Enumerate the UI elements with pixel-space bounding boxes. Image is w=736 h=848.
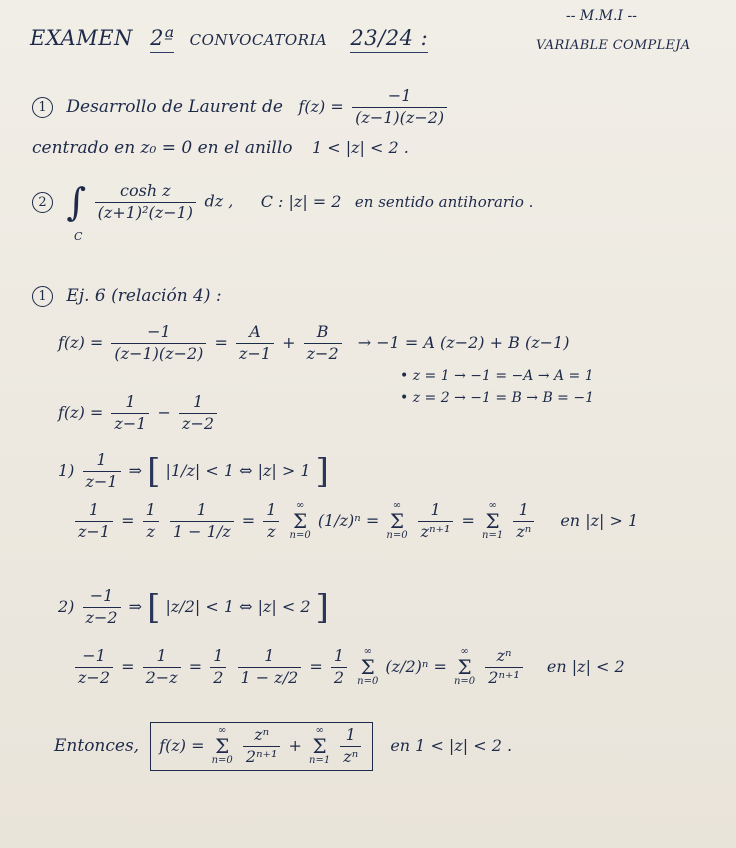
p1-f1: [143, 500, 159, 543]
part-1-num: 1: [83, 450, 121, 472]
final-t2n: 1: [340, 725, 361, 747]
p2-sum1: [357, 647, 378, 687]
p1-eq4: =: [461, 510, 475, 530]
p1-eq2: =: [241, 510, 256, 530]
pf-fraction: [111, 322, 206, 365]
part-1-fraction: [83, 450, 121, 493]
final-sum2-top: ∞: [315, 725, 324, 737]
p2-region: en |z| < 2: [546, 656, 625, 676]
p1-t2: [418, 500, 454, 543]
final-box: [150, 722, 373, 771]
p2-f4: [331, 646, 347, 689]
p2-f4n: 1: [331, 646, 347, 668]
part-1-arrow: ⇒: [128, 460, 143, 480]
p1-f3d: z: [267, 521, 276, 541]
p1-f2: [170, 500, 234, 543]
p1-sum3: [482, 501, 503, 541]
part-1-series: [72, 500, 638, 543]
p1-region: en |z| > 1: [560, 510, 639, 530]
p1-term1: (1/z)ⁿ: [317, 510, 361, 530]
problem-2-number: 2: [32, 192, 53, 213]
p1-eq3: =: [365, 510, 380, 530]
p1-lhs-d: z−1: [78, 521, 111, 541]
p1-sum2-sigma: Σ: [389, 509, 405, 534]
p2-t2: [485, 646, 523, 689]
p2-f3d: 1 − z/2: [240, 667, 299, 687]
final-t2: [340, 725, 361, 768]
problem-1-line2-text: centrado en z₀ = 0 en el anillo: [32, 138, 293, 158]
p1-t3: [513, 500, 534, 543]
p2-f3n: 1: [238, 646, 302, 668]
problem-2-num: cosh z: [95, 181, 196, 203]
part-2-arrow: ⇒: [128, 596, 143, 616]
p1-f1n: 1: [143, 500, 159, 522]
solution-number: 1: [32, 286, 53, 307]
p2-f1d: 2−z: [145, 667, 178, 687]
title-exam: EXAMEN: [30, 26, 133, 50]
dec-d1: z−1: [114, 413, 147, 433]
final-t1n: zⁿ: [243, 725, 281, 747]
dec-d2: z−2: [182, 413, 215, 433]
problem-2-fraction: [95, 181, 196, 224]
part-2-series: [72, 646, 625, 689]
part-2-fraction: [83, 586, 121, 629]
final-t2d: zⁿ: [343, 746, 359, 766]
p2-t2n: zⁿ: [485, 646, 523, 668]
p2-eq2: =: [188, 656, 203, 676]
bracket-open-1: [: [147, 451, 161, 492]
subject-subtitle: VARIABLE COMPLEJA: [536, 38, 691, 53]
problem-1-den: (z−1)(z−2): [355, 107, 445, 127]
p2-sum2-sigma: Σ: [457, 655, 472, 680]
problem-1-fname: f(z) =: [298, 96, 344, 116]
final-f: f(z) =: [159, 735, 205, 755]
p2-f1: [143, 646, 181, 689]
p2-eq3: =: [309, 656, 323, 676]
p2-f3: [238, 646, 302, 689]
p2-term1: (z/2)ⁿ: [385, 656, 429, 676]
solution-reference: Ej. 6 (relación 4) :: [66, 286, 222, 306]
pf-num: −1: [111, 322, 206, 344]
pf-a-fraction: [236, 322, 274, 365]
dec-frac1: [111, 392, 149, 435]
p1-f3n: 1: [263, 500, 279, 522]
p1-sum1-sigma: Σ: [293, 509, 308, 534]
p2-f2n: 1: [210, 646, 226, 668]
pf-a-den: z−1: [239, 343, 272, 363]
contour-subscript: C: [74, 230, 83, 243]
final-sum1: [212, 726, 233, 766]
final-lead: Entonces,: [54, 735, 140, 756]
final-t1d: 2ⁿ⁺¹: [245, 746, 278, 766]
bracket-close-2: ]: [315, 587, 329, 628]
problem-2-den: (z+1)²(z−1): [97, 202, 194, 222]
p1-sum2-top: ∞: [392, 500, 402, 512]
bracket-close-1: ]: [315, 451, 329, 492]
p1-f2d: 1 − 1/z: [172, 521, 231, 541]
problem-1-statement: [32, 86, 450, 129]
p1-f1d: z: [146, 521, 155, 541]
p2-sum1-bot: n=0: [357, 676, 379, 688]
final-sum2: [309, 726, 330, 766]
p2-eq1: =: [121, 656, 135, 676]
p1-f2n: 1: [170, 500, 234, 522]
author-initials: -- M.M.I --: [566, 8, 637, 24]
final-sum1-sigma: Σ: [215, 734, 230, 759]
pf-b-den: z−2: [306, 343, 339, 363]
p2-t2d: 2ⁿ⁺¹: [488, 667, 520, 687]
pf-den: (z−1)(z−2): [114, 343, 204, 363]
final-sum1-top: ∞: [218, 725, 227, 737]
p1-t2n: 1: [418, 500, 454, 522]
p1-t3d: zⁿ: [516, 521, 532, 541]
pf-b-fraction: [304, 322, 342, 365]
p2-lhs-d: z−2: [78, 667, 111, 687]
pf-eq: =: [214, 332, 228, 352]
part-1-label: 1): [58, 460, 75, 480]
problem-1-ring: 1 < |z| < 2 .: [311, 138, 409, 157]
partial-fraction-line: [58, 322, 569, 365]
problem-1-text: Desarrollo de Laurent de: [66, 96, 283, 117]
p1-sum1-bot: n=0: [289, 530, 311, 542]
pf-rhs: → −1 = A (z−2) + B (z−1): [357, 332, 570, 352]
part-1-heading: [58, 450, 329, 493]
solution-heading: [32, 286, 222, 307]
part-2-num: −1: [83, 586, 121, 608]
p1-t2d: zⁿ⁺¹: [420, 521, 451, 541]
p2-lhs-frac: [75, 646, 113, 689]
problem-1-num: −1: [352, 86, 447, 108]
title-year: 23/24 :: [350, 26, 428, 53]
final-result: [54, 722, 512, 771]
problem-1-line2: [32, 138, 409, 158]
case-z1: • z = 1 → −1 = −A → A = 1: [400, 368, 594, 384]
p1-eq1: =: [121, 510, 135, 530]
p1-sum3-sigma: Σ: [485, 509, 500, 534]
p1-lhs-frac: [75, 500, 113, 543]
p1-sum1: [290, 501, 311, 541]
p2-sum2-bot: n=0: [453, 676, 476, 688]
title-conv: 2ª: [150, 26, 174, 53]
problem-2-dz: dz ,: [204, 191, 234, 211]
part-2-den: z−2: [85, 607, 118, 627]
dec-n2: 1: [179, 392, 217, 414]
part-1-condition: |1/z| < 1 ⇔ |z| > 1: [165, 460, 311, 480]
p2-f4d: 2: [333, 667, 345, 687]
final-t1: [243, 725, 281, 768]
final-sum2-sigma: Σ: [312, 734, 327, 759]
p2-f2: [210, 646, 226, 689]
part-2-label: 2): [58, 596, 75, 616]
part-2-heading: [58, 586, 329, 629]
part-2-condition: |z/2| < 1 ⇔ |z| < 2: [165, 596, 311, 616]
p2-f1n: 1: [143, 646, 181, 668]
problem-1-fraction: [352, 86, 447, 129]
p1-lhs-n: 1: [75, 500, 113, 522]
p2-sum1-sigma: Σ: [360, 655, 375, 680]
p1-sum1-top: ∞: [295, 500, 305, 512]
case-z2: • z = 2 → −1 = B → B = −1: [400, 390, 594, 406]
problem-2-contour: C : |z| = 2: [260, 191, 342, 211]
p2-lhs-n: −1: [75, 646, 113, 668]
exam-title: [30, 26, 428, 53]
dec-lhs: f(z) =: [58, 402, 104, 422]
problem-2-text: en sentido antihorario .: [354, 192, 534, 211]
integral-sign: ∫: [66, 180, 87, 224]
pf-lhs: f(z) =: [58, 332, 104, 352]
part-1-den: z−1: [85, 471, 118, 491]
pf-a: A: [236, 322, 274, 344]
dec-minus: −: [157, 402, 171, 422]
dec-n1: 1: [111, 392, 149, 414]
p2-sum1-top: ∞: [363, 646, 372, 658]
p2-f2d: 2: [213, 667, 224, 687]
p1-sum3-bot: n=1: [482, 530, 504, 542]
decomposed-line: [58, 392, 220, 435]
title-rest: CONVOCATORIA: [189, 31, 328, 49]
p2-sum2: [454, 647, 475, 687]
bracket-open-2: [: [147, 587, 161, 628]
p1-t3n: 1: [513, 500, 534, 522]
p2-eq4: =: [433, 656, 447, 676]
p1-sum3-top: ∞: [488, 500, 497, 512]
p1-sum2-bot: n=0: [386, 530, 408, 542]
pf-plus: +: [282, 332, 296, 352]
problem-2-statement: [32, 180, 533, 224]
p2-sum2-top: ∞: [460, 646, 469, 658]
problem-1-number: 1: [32, 97, 53, 118]
final-sum2-bot: n=1: [309, 755, 331, 767]
final-region: en 1 < |z| < 2 .: [390, 735, 513, 755]
dec-frac2: [179, 392, 217, 435]
final-plus: +: [288, 735, 302, 755]
p1-sum2: [386, 501, 407, 541]
final-sum1-bot: n=0: [211, 755, 233, 767]
pf-b: B: [304, 322, 342, 344]
p1-f3: [263, 500, 279, 543]
